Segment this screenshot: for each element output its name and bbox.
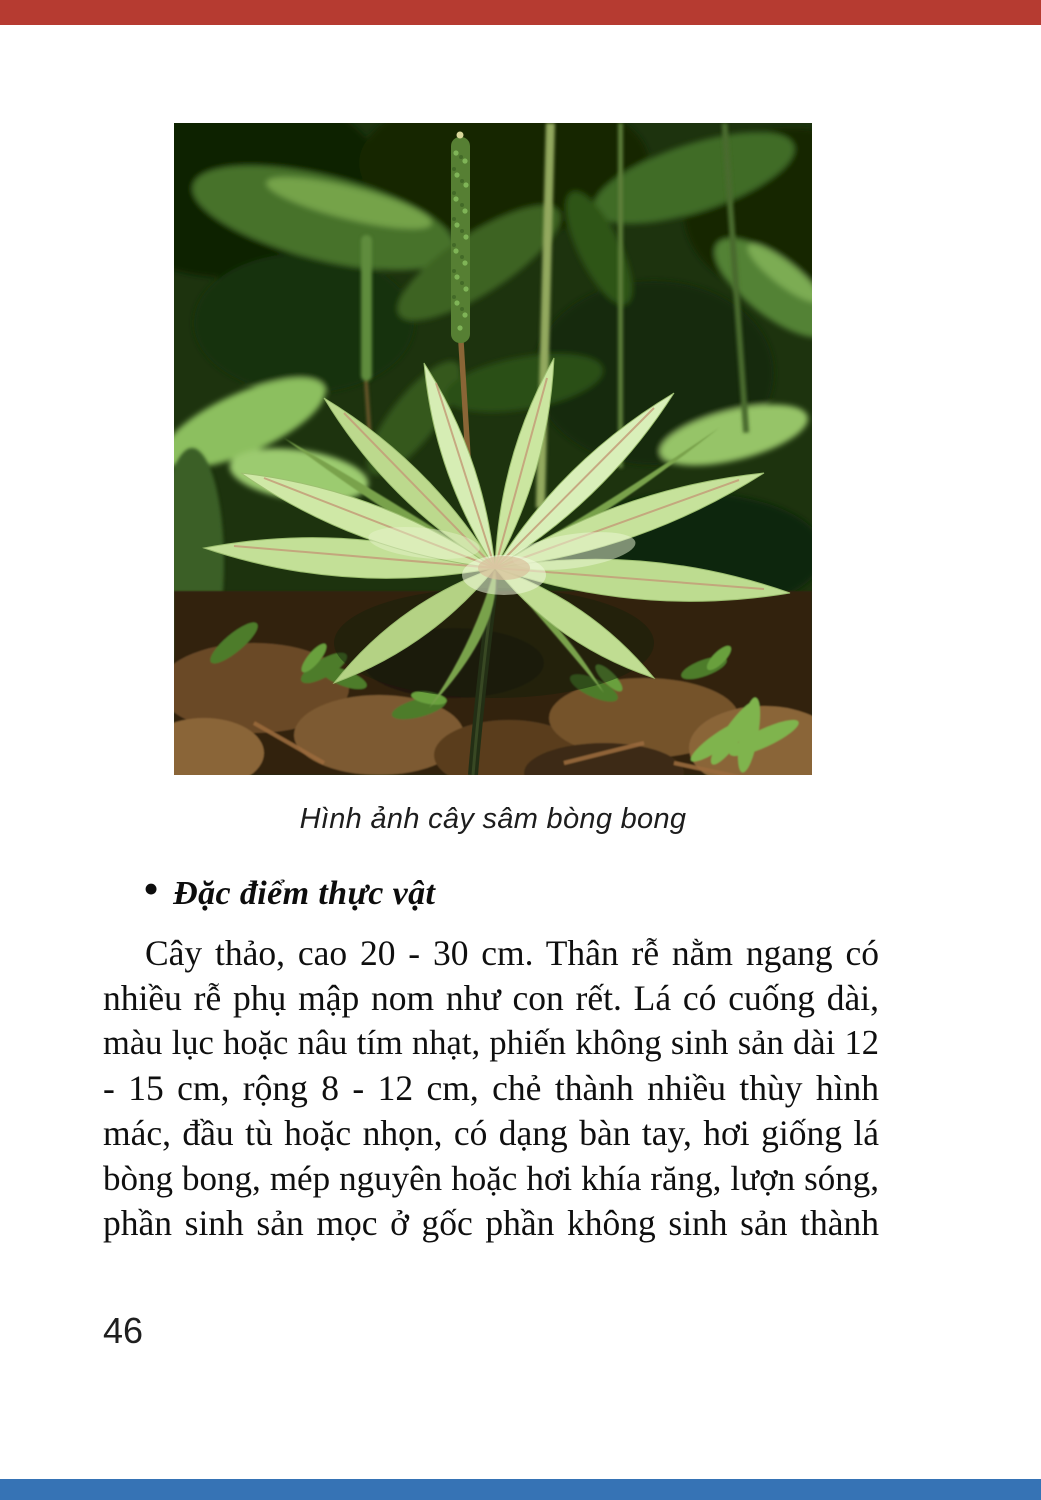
body-line: nhiều rễ phụ mập nom như con rết. Lá có cuống dài, [103,978,879,1018]
body-line: Cây thảo, cao 20 - 30 cm. Thân rễ nằm ngang có [145,933,879,973]
section-heading-row [143,863,436,916]
plant-photo-image [174,123,812,775]
bullet-icon: • [143,863,160,914]
plant-photo-figure [174,123,812,775]
body-line: phần sinh sản mọc ở gốc phần không sinh sản thành [103,1203,879,1243]
body-paragraph [103,931,879,1246]
body-line: màu lục hoặc nâu tím nhạt, phiến không sinh sản dài 12 [103,1024,879,1062]
figure-caption: Hình ảnh cây sâm bòng bong [299,803,687,835]
body-line: - 15 cm, rộng 8 - 12 cm, chẻ thành nhiều thùy hình [103,1068,879,1108]
next-page-edge-bar [0,1479,1041,1500]
page-number: 46 [103,1310,144,1351]
body-line: mác, đầu tù hoặc nhọn, có dạng bàn tay, hơi giống lá [103,1113,879,1153]
body-line: bòng bong, mép nguyên hoặc hơi khía răng, lượn sóng, [103,1159,879,1198]
section-heading: Đặc điểm thực vật [173,875,436,912]
previous-page-edge-bar [0,0,1041,25]
